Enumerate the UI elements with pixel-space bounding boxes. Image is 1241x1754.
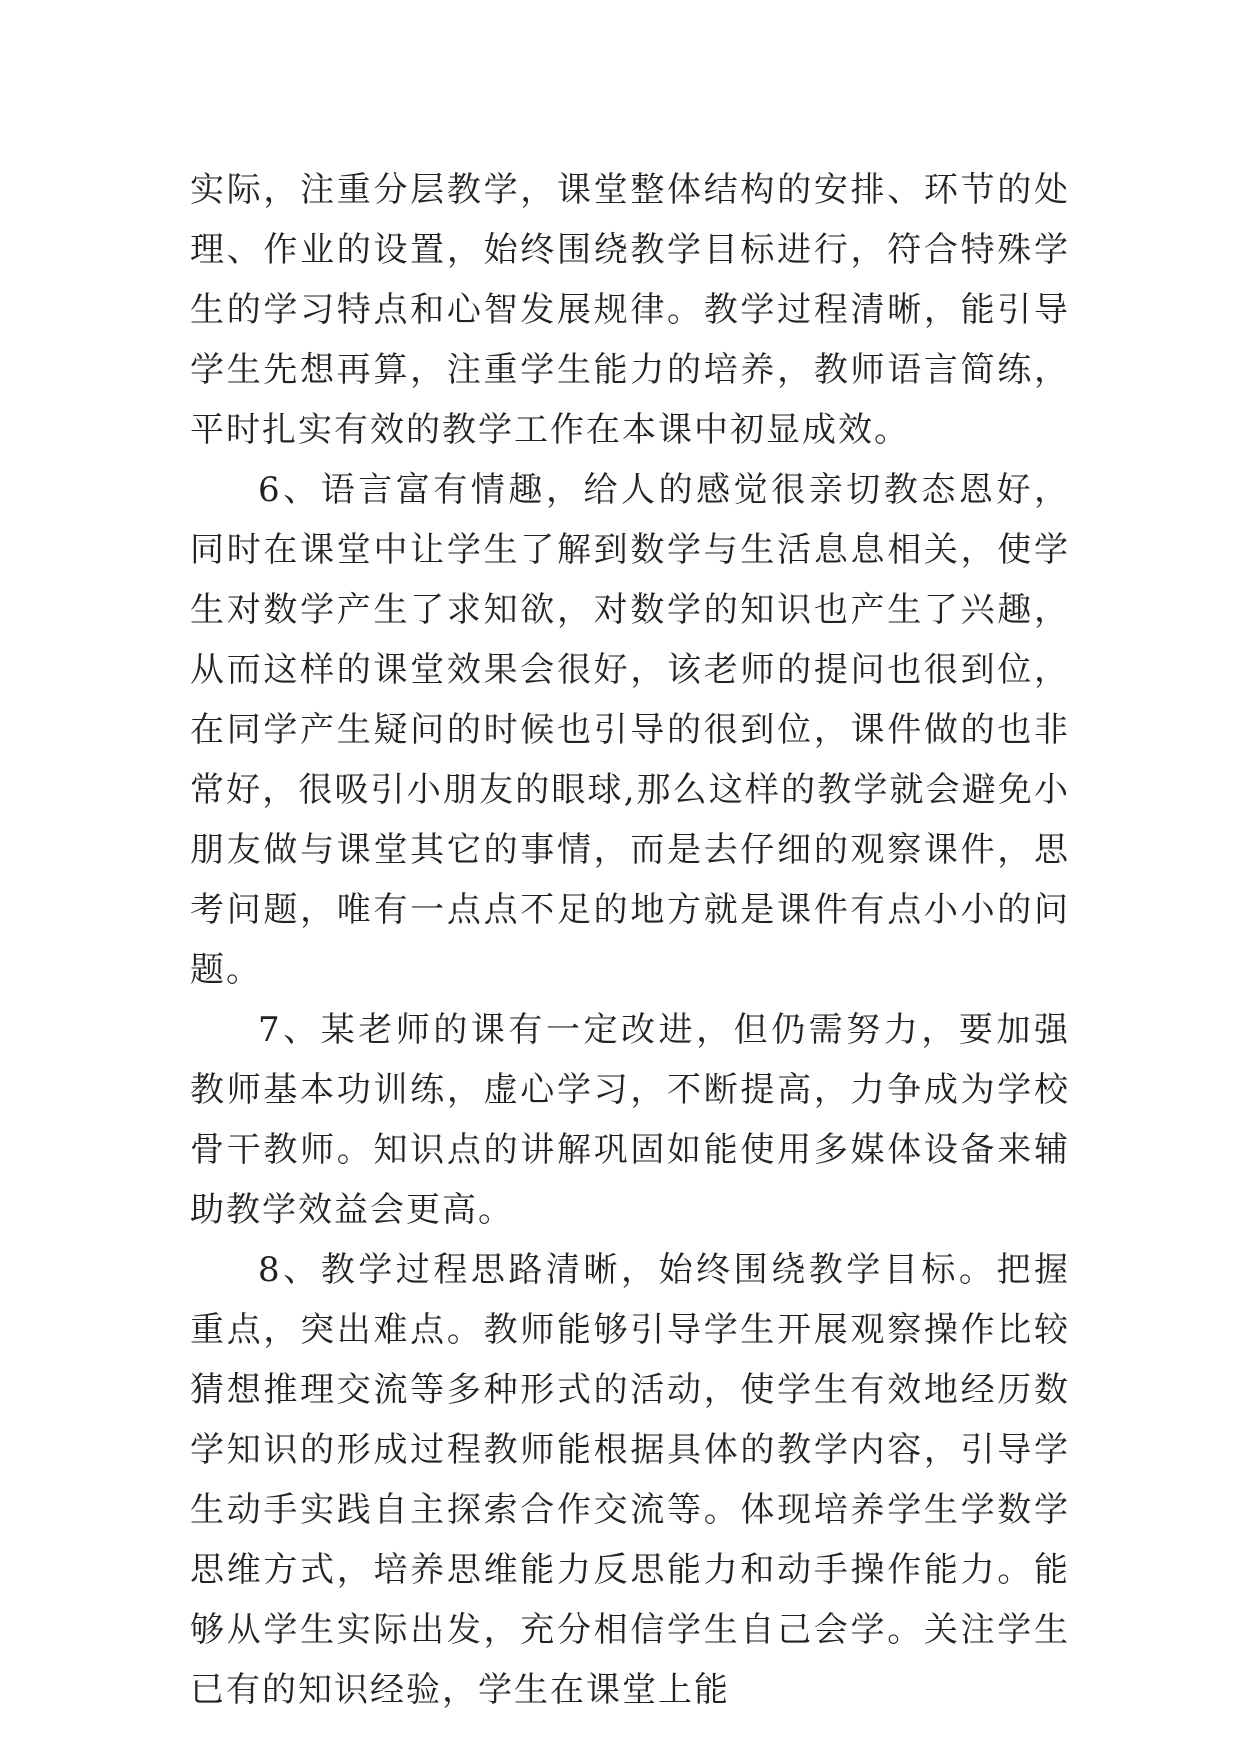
paragraph-7: 7、某老师的课有一定改进，但仍需努力，要加强教师基本功训练，虚心学习，不断提高，力争成为学校骨干教师。知识点的讲解巩固如能使用多媒体设备来辅助教学效益会更高。 <box>190 1010 1070 1230</box>
paragraph-continued: 实际，注重分层教学，课堂整体结构的安排、环节的处理、作业的设置，始终围绕教学目标进行，符合特殊学生的学习特点和心智发展规律。教学过程清晰，能引导学生先想再算，注重学生能力的培养，教师语言简练，平时扎实有效的教学工作在本课中初显成效。 <box>190 170 1070 450</box>
paragraph-6: 6、语言富有情趣，给人的感觉很亲切教态恩好，同时在课堂中让学生了解到数学与生活息息相关，使学生对数学产生了求知欲，对数学的知识也产生了兴趣，从而这样的课堂效果会很好，该老师的提问也很到位，在同学产生疑问的时候也引导的很到位，课件做的也非常好，很吸引小朋友的眼球,那么这样的教学就会避免小朋友做与课堂其它的事情，而是去仔细的观察课件，思考问题，唯有一点点不足的地方就是课件有点小小的问题。 <box>190 470 1070 990</box>
paragraph-8: 8、教学过程思路清晰，始终围绕教学目标。把握重点，突出难点。教师能够引导学生开展观察操作比较猜想推理交流等多种形式的活动，使学生有效地经历数学知识的形成过程教师能根据具体的教学内容，引导学生动手实践自主探索合作交流等。体现培养学生学数学思维方式，培养思维能力反思能力和动手操作能力。能够从学生实际出发，充分相信学生自己会学。关注学生已有的知识经验，学生在课堂上能 <box>190 1250 1070 1710</box>
document-body <box>190 160 1070 1720</box>
